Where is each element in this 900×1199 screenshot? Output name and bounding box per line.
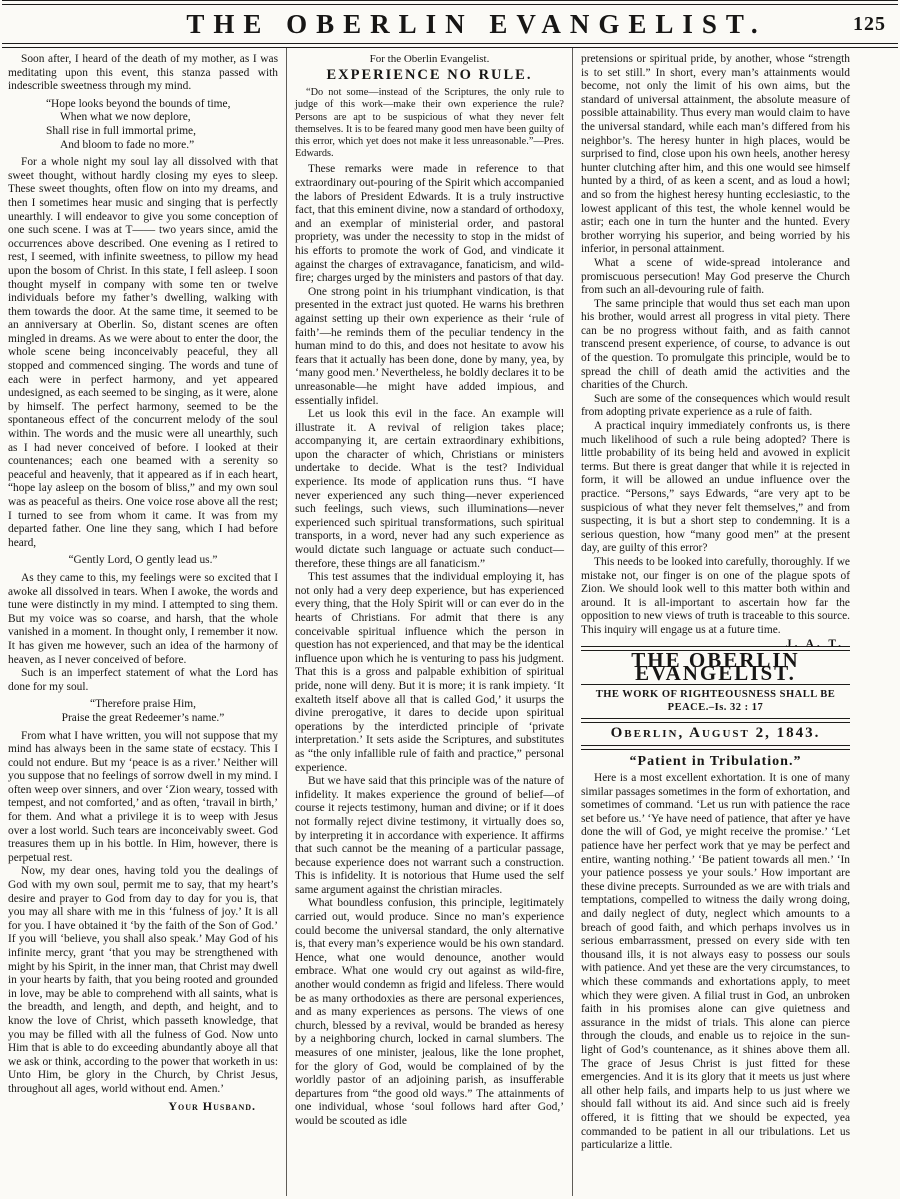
verse-line: “Hope looks beyond the bounds of time,	[46, 97, 231, 110]
article-kicker: For the Oberlin Evangelist.	[369, 53, 490, 65]
paragraph: A practical inquiry immediately confronts us, is there much likelihood of such a rule being adopted? There is little probability of its being held and avowed in explicit terms. But there is great danger that while it is rejected in form, it will be allowed an undue influence over the practice. “Persons,” says Edwards, “are very apt to be suspicious of what they never felt themselves,” and from suspecting, it is but a short step to condemning. It is a serious question, how “many good men” at the present day, are guilty of this error?	[581, 420, 850, 555]
paragraph: But we have said that this principle was of the nature of infidelity. It makes experience the ground of belief—of course it rejects testimony, human and divine; or if it does not formally reject divine testimony, it virtually does so, by interpreting it in accordance with experience. It affirms that such cannot be the meaning of a particular passage, because experience does not warrant such a construction. This is infidelity. It is notorious that Hume used the self same argument against the christian miracles.	[295, 775, 564, 896]
column-layout	[0, 48, 900, 1196]
author-initials: J. A. T.	[785, 637, 844, 650]
letter-signature: Your Husband.	[168, 1098, 256, 1113]
paragraph: Soon after, I heard of the death of my mother, as I was meditating upon this event, this stanza passed with indescrible sweetness through my mind.	[8, 53, 278, 93]
paragraph: This test assumes that the individual employing it, has not only had a very deep experience, but has experienced every thing, that the Holy Spirit will or can ever do in the hearts of Christians. For admit that there is any conceivable spiritual influence which the person in question has not experienced, and that may be the identical influence upon which he is venturing to pass his judgment. That this is a gross and palpable exhibition of spiritual pride, none will deny. But it is more; it is rank impiety. ‘It exalteth itself above all that is called God,’ it usurps the divine prerogative, it dares to decide upon spiritual operations by the interdicted principle of ‘private interpretation.’ It sets aside the Scriptures, and substitutes as “the only infallible rule of faith and practice,” personal experience.	[295, 571, 564, 774]
masthead-motto: THE WORK OF RIGHTEOUSNESS SHALL BE PEACE.–Is. 32 : 17	[595, 688, 836, 714]
page-header	[0, 5, 900, 43]
paragraph: Now, my dear ones, having told you the dealings of God with my own soul, permit me to say, that my heart’s desire and prayer to God from day to day for you is, that you may all share with me in this ‘fulness of joy.’ It is all for you. I have obtained it ‘by the faith of the Son of God.’ If you will ‘believe, you shall also speak.’ May God of his infinite mercy, grant ‘that you may be strengthened with might by his Spirit, in the inner man, that Christ may dwell in your hearts by faith, that you being rooted and grounded in love, may be able to comprehend with all saints, what is the breadth, and length, and depth, and height, and to know the love of Christ, which passeth knowledge, that you may be filled with all the fulness of God. Now unto Him that is able to do exceeding abundantly aboye all that we ask or think, according to the power that worketh in us: Unto Him, be glory in the Church, by Christ Jesus, throughout all ages, world without end. Amen.’	[8, 865, 278, 1095]
masthead-rule	[581, 745, 850, 750]
verse-line: And bloom to fade no more.”	[60, 138, 195, 151]
paragraph: What boundless confusion, this principle, legitimately carried out, would produce. Since no man’s experience could become the universal standard, the only alternative is, that every man’s experience would be his own standard. Hence, what one would denounce, another would embrace. What one would cry out against as wild-fire, another would condemn as frigid and lifeless. There would be as many orthodoxies as there are personal experiences, and as many experiences as persons. The views of one church, blessed by a revival, would be branded as heresy by a neighboring church, locked in carnal slumbers. The measures of one minister, jealous, like the lone prophet, for the glory of God, would be complained of by the worldly pastor of an adjoining parish, as insufferable departures from “the good old ways.” The attainments of one individual, whose ‘soul follows hard after God,’ would be scouted as idle	[295, 897, 564, 1127]
page-number: 125	[853, 13, 886, 35]
paragraph: Such is an imperfect statement of what the Lord has done for my soul.	[8, 667, 278, 693]
verse-line: When what we now deplore,	[60, 111, 191, 124]
paragraph: What a scene of wide-spread intolerance and promiscuous persecution! May God preserve the Church from such an all-devouring rule of faith.	[581, 256, 850, 297]
paragraph: Let us look this evil in the face. An example will illustrate it. A revival of religion takes place; accompanying it, are certain extraordinary exhibitions, upon the character of which, Christians or ministers undertake to decide. What is the test? Individual experience. Its mode of application runs thus. “I have never experienced any such thing—never experienced such feelings, such views, such illuminations—never experienced such spiritual transformations, such spiritual transports, in a word, never had any such experience as would dictate such language or actuate such conduct—therefore, these things are all fanaticism.”	[295, 408, 564, 570]
hymn-line: “Gently Lord, O gently lead us.”	[68, 554, 218, 567]
paragraph: From what I have written, you will not suppose that my mind has always been in the same state of ecstacy. This I could not endure. But my ‘peace is as a river.’ Neither will you suppose that no feelings of sorrow dwell in my mind. I often weep over sinners, and over ‘Zion weary, tossed with tempest, and not comforted,’ and as often, ‘travail in birth,’ for them. And what a privilege it is to weep with Jesus over a lost world. Such tears are inconceivably sweet. God treasures them up in his bottle. In Him, however, there is perpetual rest.	[8, 729, 278, 864]
paragraph-text: This needs to be looked into carefully, thoroughly. If we mistake not, our finger is on one of the plague spots of Zion. We should look well to this matter both within and around. It is all-important to ascertain how far the opposition to new views of truth is traceable to this source. This inquiry will engage us at a future time.	[581, 555, 850, 636]
column-2	[286, 48, 572, 1196]
verse-line: Shall rise in full immortal prime,	[46, 124, 196, 137]
hymn-stanza	[46, 98, 278, 152]
paragraph: One strong point in his triumphant vindication, is that presented in the extract just quoted. He warns his brethren against setting up their own experience as their ‘rule of faith’—he reminds them of the peculiar tendency in the human mind to do this, and does not hesitate to avow his fears that it actually has been done, done by many, yea, by ‘many good men.’ Nevertheless, he boldly declares it to be unreasonable—he might have added impious, and essentially infidel.	[295, 285, 564, 407]
paragraph: The same principle that would thus set each man upon his brother, would arrest all progress in vital piety. There can be no progress without faith, and as faith cannot transcend present experience, of course, to advance is out of the question. To promulgate this principle, would be to spread the chill of death amid the activities and the charities of the Church.	[581, 297, 850, 392]
paragraph: Such are some of the consequences which would result from adopting private experience as a rule of faith.	[581, 392, 850, 419]
paragraph: For a whole night my soul lay all dissolved with that sweet thought, without hardly closing my eyes to sleep. These sweet thoughts, often flow on into my dreams, and then I sometimes hear music and singing that is perfectly unearthly. I will endeavor to give you some conception of one such scene. I was at T—— two years since, amid the occurrences above described. One evening as I retired to rest, I seemed, with infinite sweetness, to pillow my head upon the bosom of Christ. In this state, I fell asleep. I soon thought myself in company with some ten or twelve individuals before my father’s dwelling, walking with them towards the door. At the same time, it seemed to be an anniversary at Oberlin. So, distant scenes are often mingled in dreams. As we were about to enter the door, the whole scene being inconceivably peaceful, they all stopped and commenced singing. The words and tune of each were in perfect harmony, and yet appeared undesigned, as each seemed to be singing, as it were, alone by himself. The perfect harmony, seemed to be the spontaneous effect of the concurrent melody of the soul within. The words and the music were all unearthly, such as I had never conceived of before. I looked at their countenances; each one beamed with a serenity so peaceful and heavenly, that it appeared as if in each heart, “hope lay asleep on the bosom of bliss,” and my own soul was as peaceful as theirs. One voice rose above all the rest; I turned to see from whom it came. It was from my departed father. One line they sang, which I had before heard,	[8, 156, 278, 549]
epigraph-quote: “Do not some—instead of the Scriptures, the only rule to judge of this work—make their own experience the rule? Persons are apt to be suspicious of what they never felt themselves. It is to be feared many good men have been guilty of this error, which yet does not make it less unreasonable.”—Pres. Edwards.	[295, 87, 564, 160]
editorial-masthead	[581, 646, 850, 1153]
column-3	[572, 48, 858, 1196]
article-title: EXPERIENCE NO RULE.	[326, 66, 533, 83]
paragraph: As they came to this, my feelings were so excited that I awoke all dissolved in tears. When I awoke, the words and tune were distinctly in my mind. I attempted to sing them. But my voice was so coarse, and harsh, that the whole vanished in a moment. In thought only, I remember it now. It has given me however, such an idea of the harmony of heaven, as I never conceived of before.	[8, 571, 278, 666]
masthead-title: THE OBERLIN EVANGELIST.	[631, 647, 800, 686]
editorial-article-title: “Patient in Tribulation.”	[629, 753, 802, 769]
paragraph-continuation: pretensions or spiritual pride, by another, whose “strength is to set still.” In short, every man’s attainments would become, not only the limit of his own aims, but the standard of universal attainment, the absolute measure of possible attainability. Thus every man would claim to have the universal standard, while each man’s differed from his neighbor’s. The heresy hunter in high places, would be surprised to find, close upon his own heels, another heresy hunter clutching after him, and this one would see himself hunted by a third, of as keen a scent, and as loud a howl; and so from the highest heresy hunting ecclesiastic, to the lowest applicant of this test, the whole kennel would be astir; each one in turn the hunter and the hunted. Every brother worrying his superior, and being worried by his inferior, in personal attainment.	[581, 53, 850, 256]
paragraph	[581, 555, 850, 650]
column-1	[0, 48, 286, 1196]
page-title: THE OBERLIN EVANGELIST.	[186, 9, 767, 39]
verse-line: Praise the great Redeemer’s name.”	[61, 711, 225, 724]
masthead-rule	[581, 718, 850, 723]
verse-line: “Therefore praise Him,	[90, 698, 196, 711]
hymn-couplet	[8, 698, 278, 725]
paragraph: These remarks were made in reference to that extraordinary out-pouring of the Spirit which accompanied the labors of President Edwards. It is a truly instructive fact, that this eminent divine, now a standard of orthodoxy, and an exemplar of ministerial order, and pastoral propriety, was under the necessity to stop in the midst of his efforts to promote the work of God, and vindicate it against the charges of extravagance, fanaticism, and wild-fire; charges urged by the ministers and pastors of that day.	[295, 163, 564, 285]
masthead-dateline: Oberlin, August 2, 1843.	[610, 724, 821, 741]
editorial-paragraph: Here is a most excellent exhortation. It is one of many similar passages sometimes in the form of exhortation, and sometimes of command. ‘Let us run with patience the race set before us.’ ‘Ye have need of patience, that after ye have done the will of God, ye might receive the promise.’ ‘Let patience have her perfect work that ye may be perfect and entire, wanting nothing.’ ‘Be patient towards all men.’ ‘In your patience possess ye your souls.’ How important are these divine precepts. Surrounded as we are with trials and temptations, compelled to witness the daily wrong doing, and daily neglect of duty, neglect which amounts to a breach of good faith, and which perhaps involves us in serious embarrassment, pressed on every side with ten thousand ills, it is not always easy to possess our souls with patience. And yet these are the very circumstances, to which these commands and exhortations apply, to meet which they were given. A filial trust in God, an unbroken faith in his promises alone can give quietness and assurance in the midst of trials. This alone can pierce through the clouds, and enable us to rejoice in the sun-light of God’s countenance, as it shines above them all. The grace of Jesus Christ is just fitted for these emergencies. And it is its glory that it meets us just where all other help fails, and imparts help to us just where we should fall without its aid. And since such aid is freely offered, it is fitting that we should be expected, yea commanded to be patient in all our tribulations. Let us particularize a little.	[581, 772, 850, 1152]
